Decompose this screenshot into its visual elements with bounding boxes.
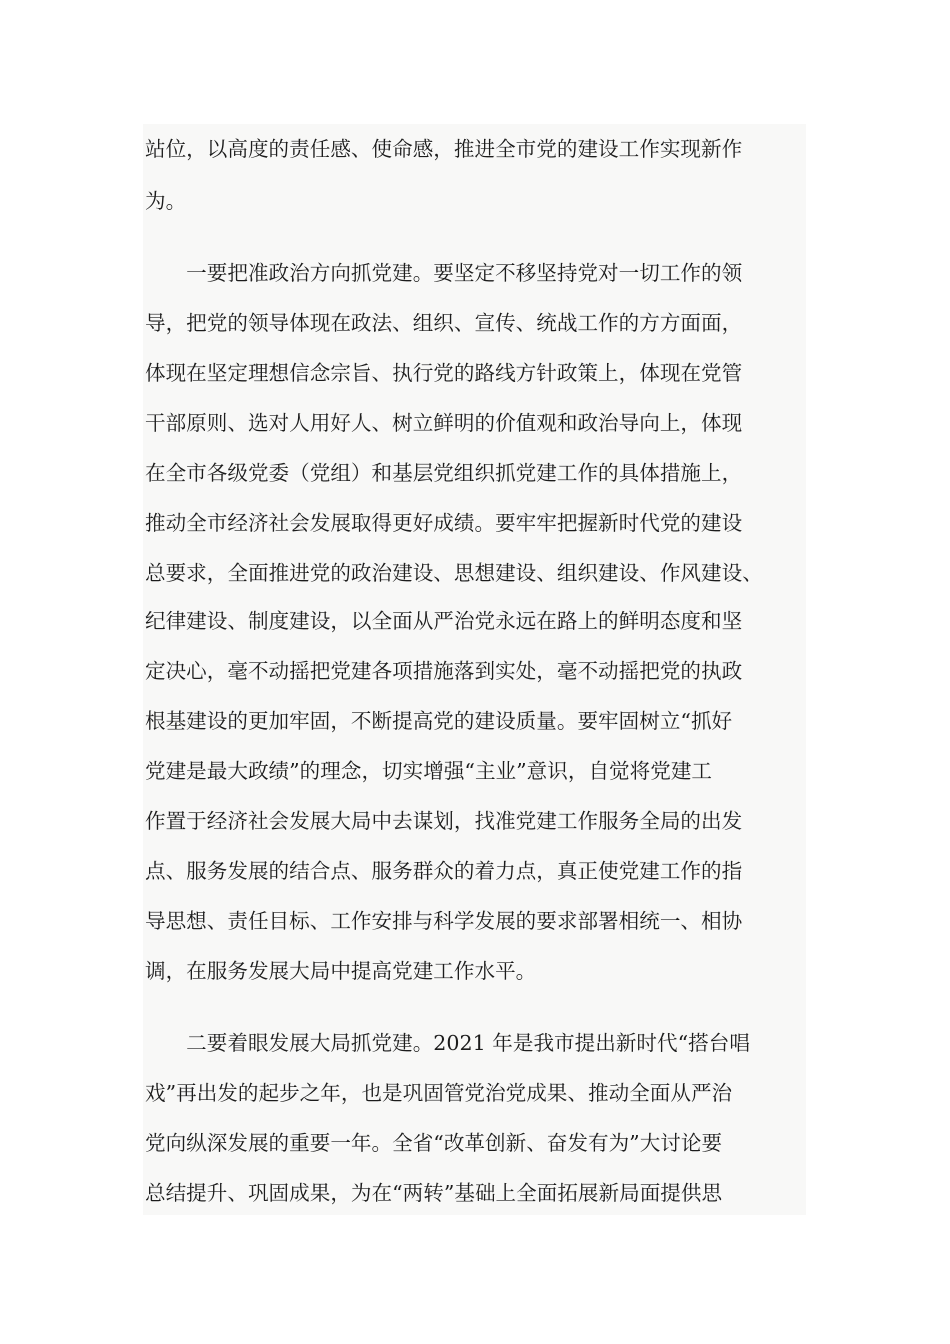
text-line: 戏”再出发的起步之年，也是巩固管党治党成果、推动全面从严治	[145, 1081, 733, 1105]
text-line: 为。	[145, 189, 187, 213]
text-line: 根基建设的更加牢固，不断提高党的建设质量。要牢固树立“抓好	[145, 709, 733, 733]
text-line: 导，把党的领导体现在政法、组织、宣传、统战工作的方方面面，	[145, 311, 743, 335]
text-line: 总结提升、巩固成果，为在“两转”基础上全面拓展新局面提供思	[145, 1181, 723, 1205]
text-line: 二要着眼发展大局抓党建。2021 年是我市提出新时代“搭台唱	[145, 1031, 750, 1055]
text-line: 站位，以高度的责任感、使命感，推进全市党的建设工作实现新作	[145, 137, 743, 161]
text-line: 总要求，全面推进党的政治建设、思想建设、组织建设、作风建设、	[145, 561, 763, 585]
text-line: 推动全市经济社会发展取得更好成绩。要牢牢把握新时代党的建设	[145, 511, 743, 535]
text-line: 纪律建设、制度建设，以全面从严治党永远在路上的鲜明态度和坚	[145, 609, 743, 633]
text-line: 党向纵深发展的重要一年。全省“改革创新、奋发有为”大讨论要	[145, 1131, 723, 1155]
text-line: 干部原则、选对人用好人、树立鲜明的价值观和政治导向上，体现	[145, 411, 743, 435]
text-line: 点、服务发展的结合点、服务群众的着力点，真正使党建工作的指	[145, 859, 743, 883]
text-line: 在全市各级党委（党组）和基层党组织抓党建工作的具体措施上，	[145, 461, 743, 485]
text-line: 一要把准政治方向抓党建。要坚定不移坚持党对一切工作的领	[145, 261, 743, 285]
text-line: 作置于经济社会发展大局中去谋划，找准党建工作服务全局的出发	[145, 809, 743, 833]
text-line: 导思想、责任目标、工作安排与科学发展的要求部署相统一、相协	[145, 909, 743, 933]
text-line: 体现在坚定理想信念宗旨、执行党的路线方针政策上，体现在党管	[145, 361, 743, 385]
text-line: 定决心，毫不动摇把党建各项措施落到实处，毫不动摇把党的执政	[145, 659, 743, 683]
text-line: 调，在服务发展大局中提高党建工作水平。	[145, 959, 537, 983]
text-line: 党建是最大政绩”的理念，切实增强“主业”意识，自觉将党建工	[145, 759, 713, 783]
